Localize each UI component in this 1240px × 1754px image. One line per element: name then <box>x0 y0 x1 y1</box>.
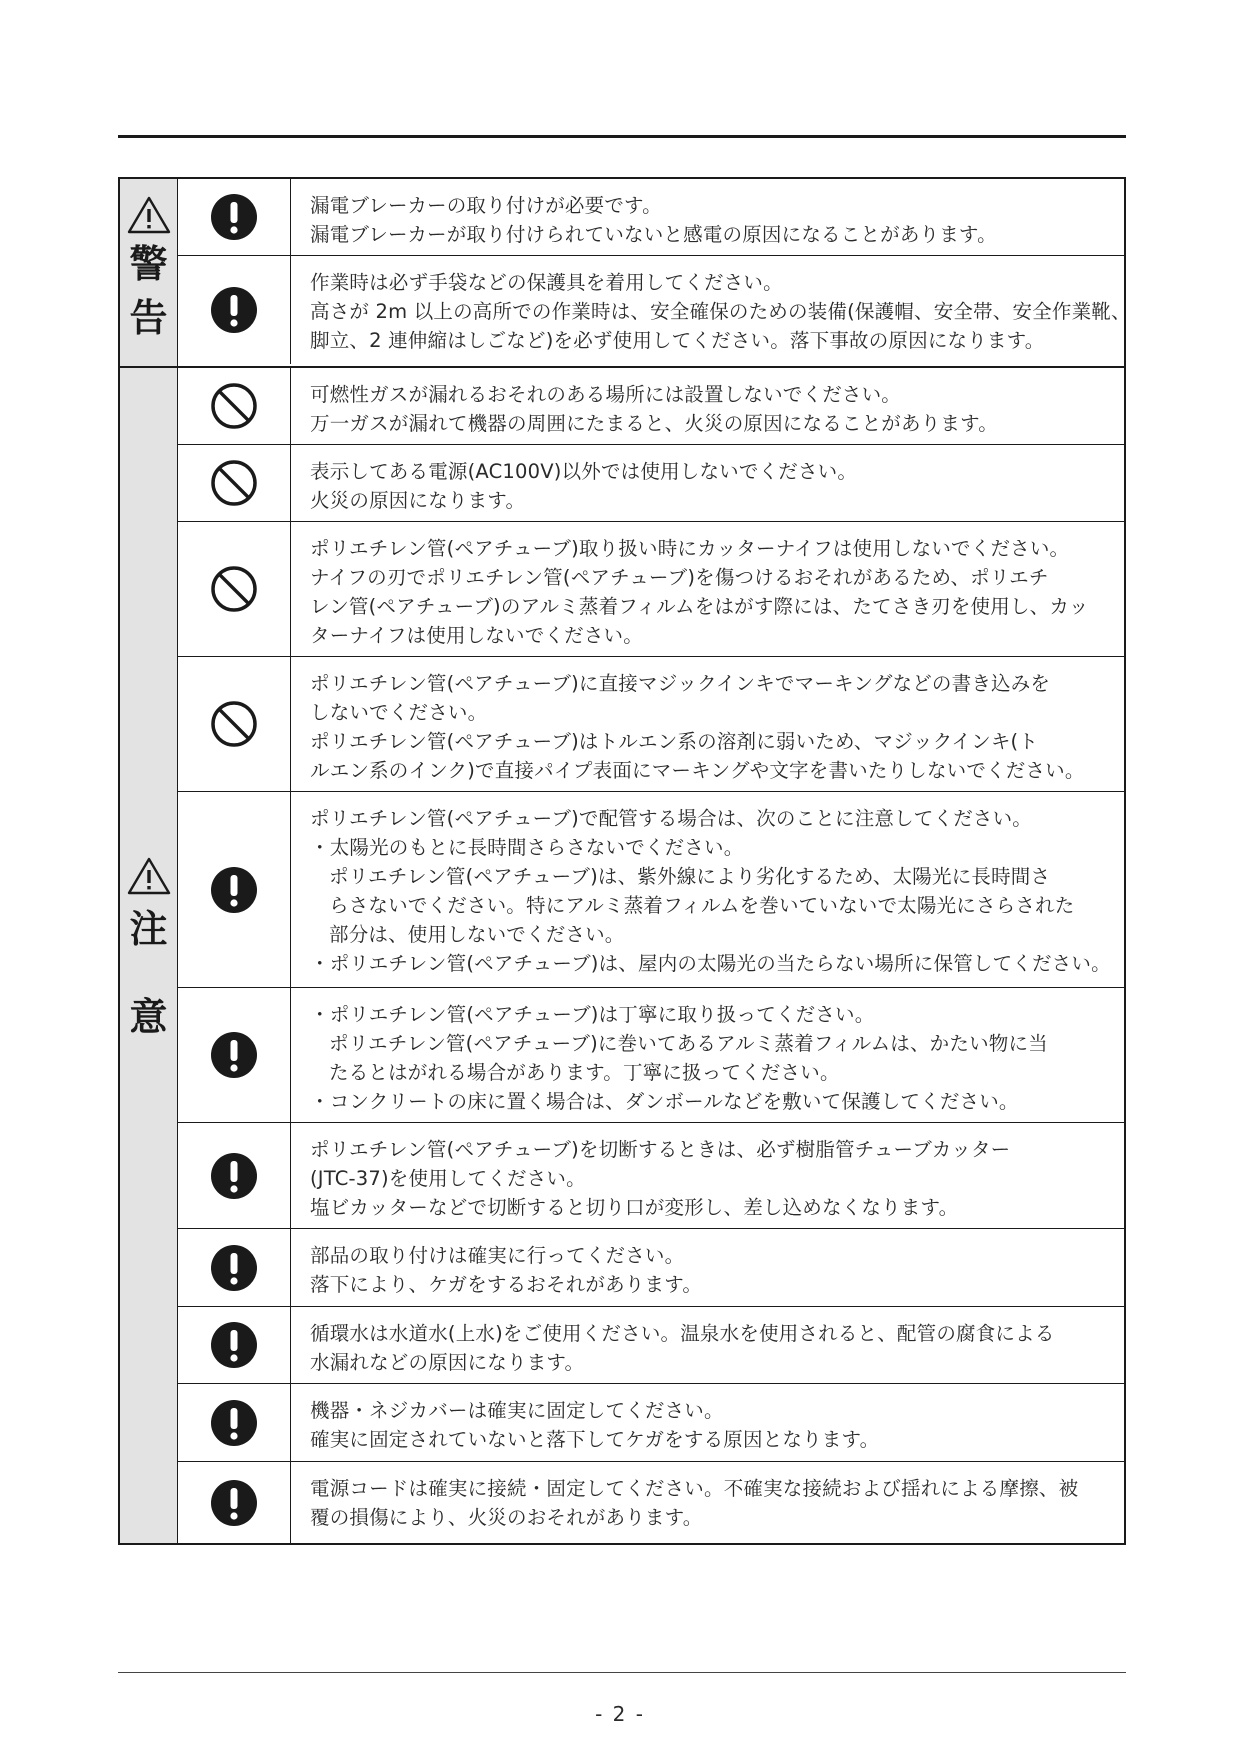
text-line: ・ポリエチレン管(ペアチューブ)は、屋内の太陽光の当たらない場所に保管してください。 <box>310 952 1111 975</box>
exclamation-icon <box>210 1321 258 1369</box>
text-line: 塩ビカッターなどで切断すると切り口が変形し、差し込めなくなります。 <box>310 1196 959 1219</box>
icon-cell <box>178 988 291 1122</box>
warning-row-2-text <box>290 256 1131 364</box>
text-line: 確実に固定されていないと落下してケガをする原因となります。 <box>310 1428 880 1451</box>
icon-cell <box>178 1384 291 1461</box>
text-line: ・ポリエチレン管(ペアチューブ)は丁寧に取り扱ってください。 <box>310 1003 875 1026</box>
caution-row-2-text <box>290 445 1124 521</box>
text-line: ・コンクリートの床に置く場合は、ダンボールなどを敷いて保護してください。 <box>310 1090 1019 1113</box>
icon-cell <box>178 657 291 791</box>
text-line: 部分は、使用しないでください。 <box>329 923 625 946</box>
warning-row-1 <box>178 179 1124 255</box>
caution-row-2 <box>178 444 1124 521</box>
caution-label-char-2: 意 <box>129 994 168 1039</box>
caution-row-10 <box>178 1383 1124 1461</box>
text-line: ルエン系のインク)で直接パイプ表面にマーキングや文字を書いたりしないでください。 <box>310 759 1085 782</box>
text-line: 漏電ブレーカーが取り付けられていないと感電の原因になることがあります。 <box>310 223 997 246</box>
exclamation-icon <box>210 866 258 914</box>
warning-label <box>120 179 178 366</box>
icon-cell <box>178 256 291 364</box>
text-line: ポリエチレン管(ペアチューブ)はトルエン系の溶剤に弱いため、マジックインキ(ト <box>310 730 1039 753</box>
text-line: 機器・ネジカバーは確実に固定してください。 <box>310 1399 724 1422</box>
caution-row-11 <box>178 1461 1124 1543</box>
exclamation-icon <box>210 193 258 241</box>
text-line: レン管(ペアチューブ)のアルミ蒸着フィルムをはがす際には、たてさき刃を使用し、カッ <box>310 595 1089 618</box>
text-line: 火災の原因になります。 <box>310 489 526 512</box>
caution-label <box>120 368 178 1543</box>
exclamation-icon <box>210 1479 258 1527</box>
text-line: 可燃性ガスが漏れるおそれのある場所には設置しないでください。 <box>310 383 902 406</box>
text-line: たるとはがれる場合があります。丁寧に扱ってください。 <box>329 1061 840 1084</box>
bottom-rule <box>118 1672 1126 1673</box>
icon-cell <box>178 1123 291 1228</box>
caution-group <box>120 366 1124 1543</box>
exclamation-icon <box>210 1031 258 1079</box>
exclamation-icon <box>210 1152 258 1200</box>
text-line: 部品の取り付けは確実に行ってください。 <box>310 1244 685 1267</box>
caution-label-char-1: 注 <box>129 906 168 951</box>
exclamation-icon <box>210 1399 258 1447</box>
exclamation-icon <box>210 286 258 334</box>
text-line: 表示してある電源(AC100V)以外では使用しないでください。 <box>310 460 858 483</box>
warning-row-2 <box>178 255 1131 364</box>
page-number: - 2 - <box>595 1702 645 1726</box>
text-line: ポリエチレン管(ペアチューブ)を切断するときは、必ず樹脂管チューブカッター <box>310 1138 1011 1161</box>
text-line: ターナイフは使用しないでください。 <box>310 624 643 647</box>
warning-row-1-text <box>290 179 1124 255</box>
text-line: 覆の損傷により、火災のおそれがあります。 <box>310 1506 703 1529</box>
caution-row-6 <box>178 987 1124 1122</box>
caution-row-8-text <box>290 1229 1124 1306</box>
text-line: (JTC-37)を使用してください。 <box>310 1167 586 1190</box>
safety-notice-table <box>118 177 1131 1545</box>
text-line: ・太陽光のもとに長時間さらさないでください。 <box>310 836 744 859</box>
prohibition-icon <box>210 565 258 613</box>
icon-cell <box>178 1307 291 1383</box>
text-line: 電源コードは確実に接続・固定してください。不確実な接続および揺れによる摩擦、被 <box>310 1477 1079 1500</box>
caution-row-8 <box>178 1228 1124 1306</box>
warning-label-char-2: 告 <box>129 295 168 340</box>
caution-row-5 <box>178 791 1124 987</box>
icon-cell <box>178 522 291 656</box>
icon-cell <box>178 1229 291 1306</box>
caution-row-4-text <box>290 657 1124 791</box>
caution-row-3 <box>178 521 1124 656</box>
warning-triangle-icon <box>126 195 172 235</box>
exclamation-icon <box>210 1244 258 1292</box>
caution-row-11-text <box>290 1462 1124 1543</box>
text-line: ポリエチレン管(ペアチューブ)は、紫外線により劣化するため、太陽光に長時間さ <box>329 865 1051 888</box>
top-rule <box>118 135 1126 138</box>
caution-row-6-text <box>290 988 1124 1122</box>
text-line: 作業時は必ず手袋などの保護具を着用してください。 <box>310 271 783 294</box>
text-line: 高さが 2m 以上の高所での作業時は、安全確保のための装備(保護帽、安全帯、安全作業靴、 <box>310 300 1131 323</box>
caution-row-9 <box>178 1306 1124 1383</box>
text-line: ポリエチレン管(ペアチューブ)で配管する場合は、次のことに注意してください。 <box>310 807 1032 830</box>
caution-row-7 <box>178 1122 1124 1228</box>
text-line: ナイフの刃でポリエチレン管(ペアチューブ)を傷つけるおそれがあるため、ポリエチ <box>310 566 1049 589</box>
prohibition-icon <box>210 382 258 430</box>
icon-cell <box>178 179 291 255</box>
text-line: 落下により、ケガをするおそれがあります。 <box>310 1273 703 1296</box>
text-line: 循環水は水道水(上水)をご使用ください。温泉水を使用されると、配管の腐食による <box>310 1322 1055 1345</box>
icon-cell <box>178 368 291 444</box>
prohibition-icon <box>210 459 258 507</box>
text-line: 水漏れなどの原因になります。 <box>310 1351 585 1374</box>
icon-cell <box>178 445 291 521</box>
caution-row-3-text <box>290 522 1124 656</box>
caution-row-1-text <box>290 368 1124 444</box>
icon-cell <box>178 792 291 987</box>
warning-group <box>120 179 1131 366</box>
text-line: ポリエチレン管(ペアチューブ)に直接マジックインキでマーキングなどの書き込みを <box>310 672 1051 695</box>
caution-row-4 <box>178 656 1124 791</box>
caution-row-7-text <box>290 1123 1124 1228</box>
caution-row-5-text <box>290 792 1124 987</box>
icon-cell <box>178 1462 291 1543</box>
prohibition-icon <box>210 700 258 748</box>
text-line: 万一ガスが漏れて機器の周囲にたまると、火災の原因になることがあります。 <box>310 412 998 435</box>
text-line: しないでください。 <box>310 701 488 724</box>
text-line: 脚立、2 連伸縮はしごなど)を必ず使用してください。落下事故の原因になります。 <box>310 329 1045 352</box>
caution-row-1 <box>178 368 1124 444</box>
caution-row-10-text <box>290 1384 1124 1461</box>
text-line: らさないでください。特にアルミ蒸着フィルムを巻いていないで太陽光にさらされた <box>329 894 1075 917</box>
warning-label-char-1: 警 <box>129 241 168 286</box>
text-line: 漏電ブレーカーの取り付けが必要です。 <box>310 194 662 217</box>
text-line: ポリエチレン管(ペアチューブ)取り扱い時にカッターナイフは使用しないでください。 <box>310 537 1070 560</box>
caution-row-9-text <box>290 1307 1124 1383</box>
warning-triangle-icon <box>126 856 172 896</box>
text-line: ポリエチレン管(ペアチューブ)に巻いてあるアルミ蒸着フィルムは、かたい物に当 <box>329 1032 1048 1055</box>
